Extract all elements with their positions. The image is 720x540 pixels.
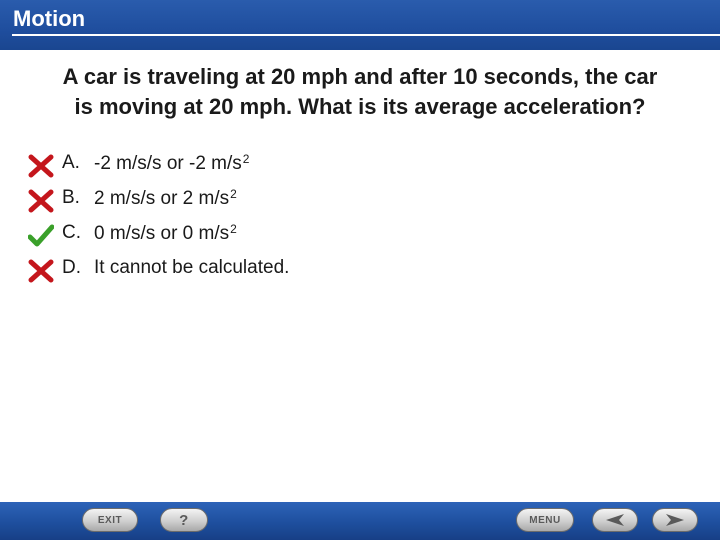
x-icon bbox=[28, 154, 54, 178]
menu-label: MENU bbox=[529, 514, 561, 526]
next-button[interactable] bbox=[652, 508, 698, 532]
answer-letter: D. bbox=[62, 257, 81, 278]
navigation-bar bbox=[0, 502, 720, 540]
answer-letter: B. bbox=[62, 187, 80, 208]
answer-text: -2 m/s/s or -2 $m/s^2$ bbox=[94, 152, 250, 174]
right-arrow-icon bbox=[664, 513, 686, 527]
exit-button[interactable] bbox=[82, 508, 138, 532]
help-button[interactable] bbox=[160, 508, 208, 532]
slide-title: Motion bbox=[13, 6, 86, 31]
answer-text: 0 m/s/s or 0 $m/s^2$ bbox=[94, 222, 237, 244]
exit-label: EXIT bbox=[97, 514, 123, 526]
title-bar bbox=[0, 0, 720, 50]
menu-button[interactable] bbox=[516, 508, 574, 532]
x-icon bbox=[28, 259, 54, 283]
question-text: A car is traveling at 20 mph and after 10 seconds, the car is moving at 20 mph. What is its average acceleration? bbox=[62, 64, 658, 119]
previous-button[interactable] bbox=[592, 508, 638, 532]
answer-letter: C. bbox=[62, 222, 81, 243]
x-icon bbox=[28, 189, 54, 213]
answer-text: 2 m/s/s or 2 $m/s^2$ bbox=[94, 187, 237, 209]
left-arrow-icon bbox=[604, 513, 626, 527]
answer-text: It cannot be calculated. bbox=[94, 257, 290, 278]
answer-letter: A. bbox=[62, 152, 80, 173]
title-underline bbox=[12, 34, 720, 36]
help-label: ? bbox=[179, 511, 189, 529]
check-icon bbox=[28, 224, 54, 248]
